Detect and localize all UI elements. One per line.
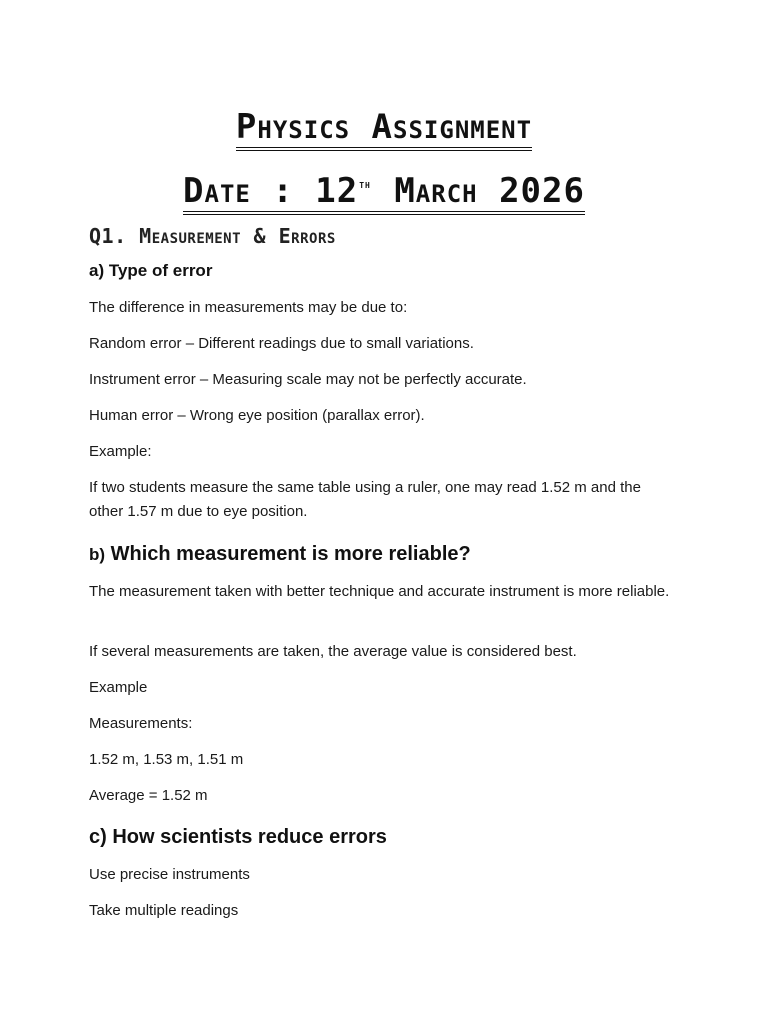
section-b-title: Which measurement is more reliable? [110,543,471,565]
paragraph: If several measurements are taken, the average value is considered best. [89,643,577,660]
paragraph: Measurements: [89,715,193,732]
paragraph: Human error – Wrong eye position (parallax error). [89,407,425,424]
paragraph: The difference in measurements may be due to: [89,299,408,316]
paragraph: Example: [89,443,152,460]
paragraph: 1.52 m, 1.53 m, 1.51 m [89,751,244,768]
title-row [0,108,768,151]
paragraph: Instrument error – Measuring scale may not be perfectly accurate. [89,371,527,388]
date-rest: March 2026 [394,171,585,211]
paragraph: If two students measure the same table using a ruler, one may read 1.52 m and the other 1.57 m due to eye position. [89,479,641,520]
paragraph: The measurement taken with better technique and accurate instrument is more reliable. [89,583,670,600]
paragraph: Use precise instruments [89,866,250,883]
date-row [0,172,768,215]
section-a-heading: a) Type of error [89,261,213,280]
section-c-heading: c) How scientists reduce errors [89,826,387,848]
date-prefix: Date : 12 [183,171,359,211]
date-ordinal-suffix: th [359,178,371,191]
question-heading: Q1. Measurement & Errors [89,224,336,248]
paragraph: Take multiple readings [89,902,239,919]
paragraph: Random error – Different readings due to small variations. [89,335,474,352]
section-b-heading [89,543,471,566]
document-title: Physics Assignment [236,110,532,151]
document-date [183,171,585,215]
paragraph: Average = 1.52 m [89,787,208,804]
section-b-prefix: b) [89,545,106,564]
paragraph: Example [89,679,148,696]
